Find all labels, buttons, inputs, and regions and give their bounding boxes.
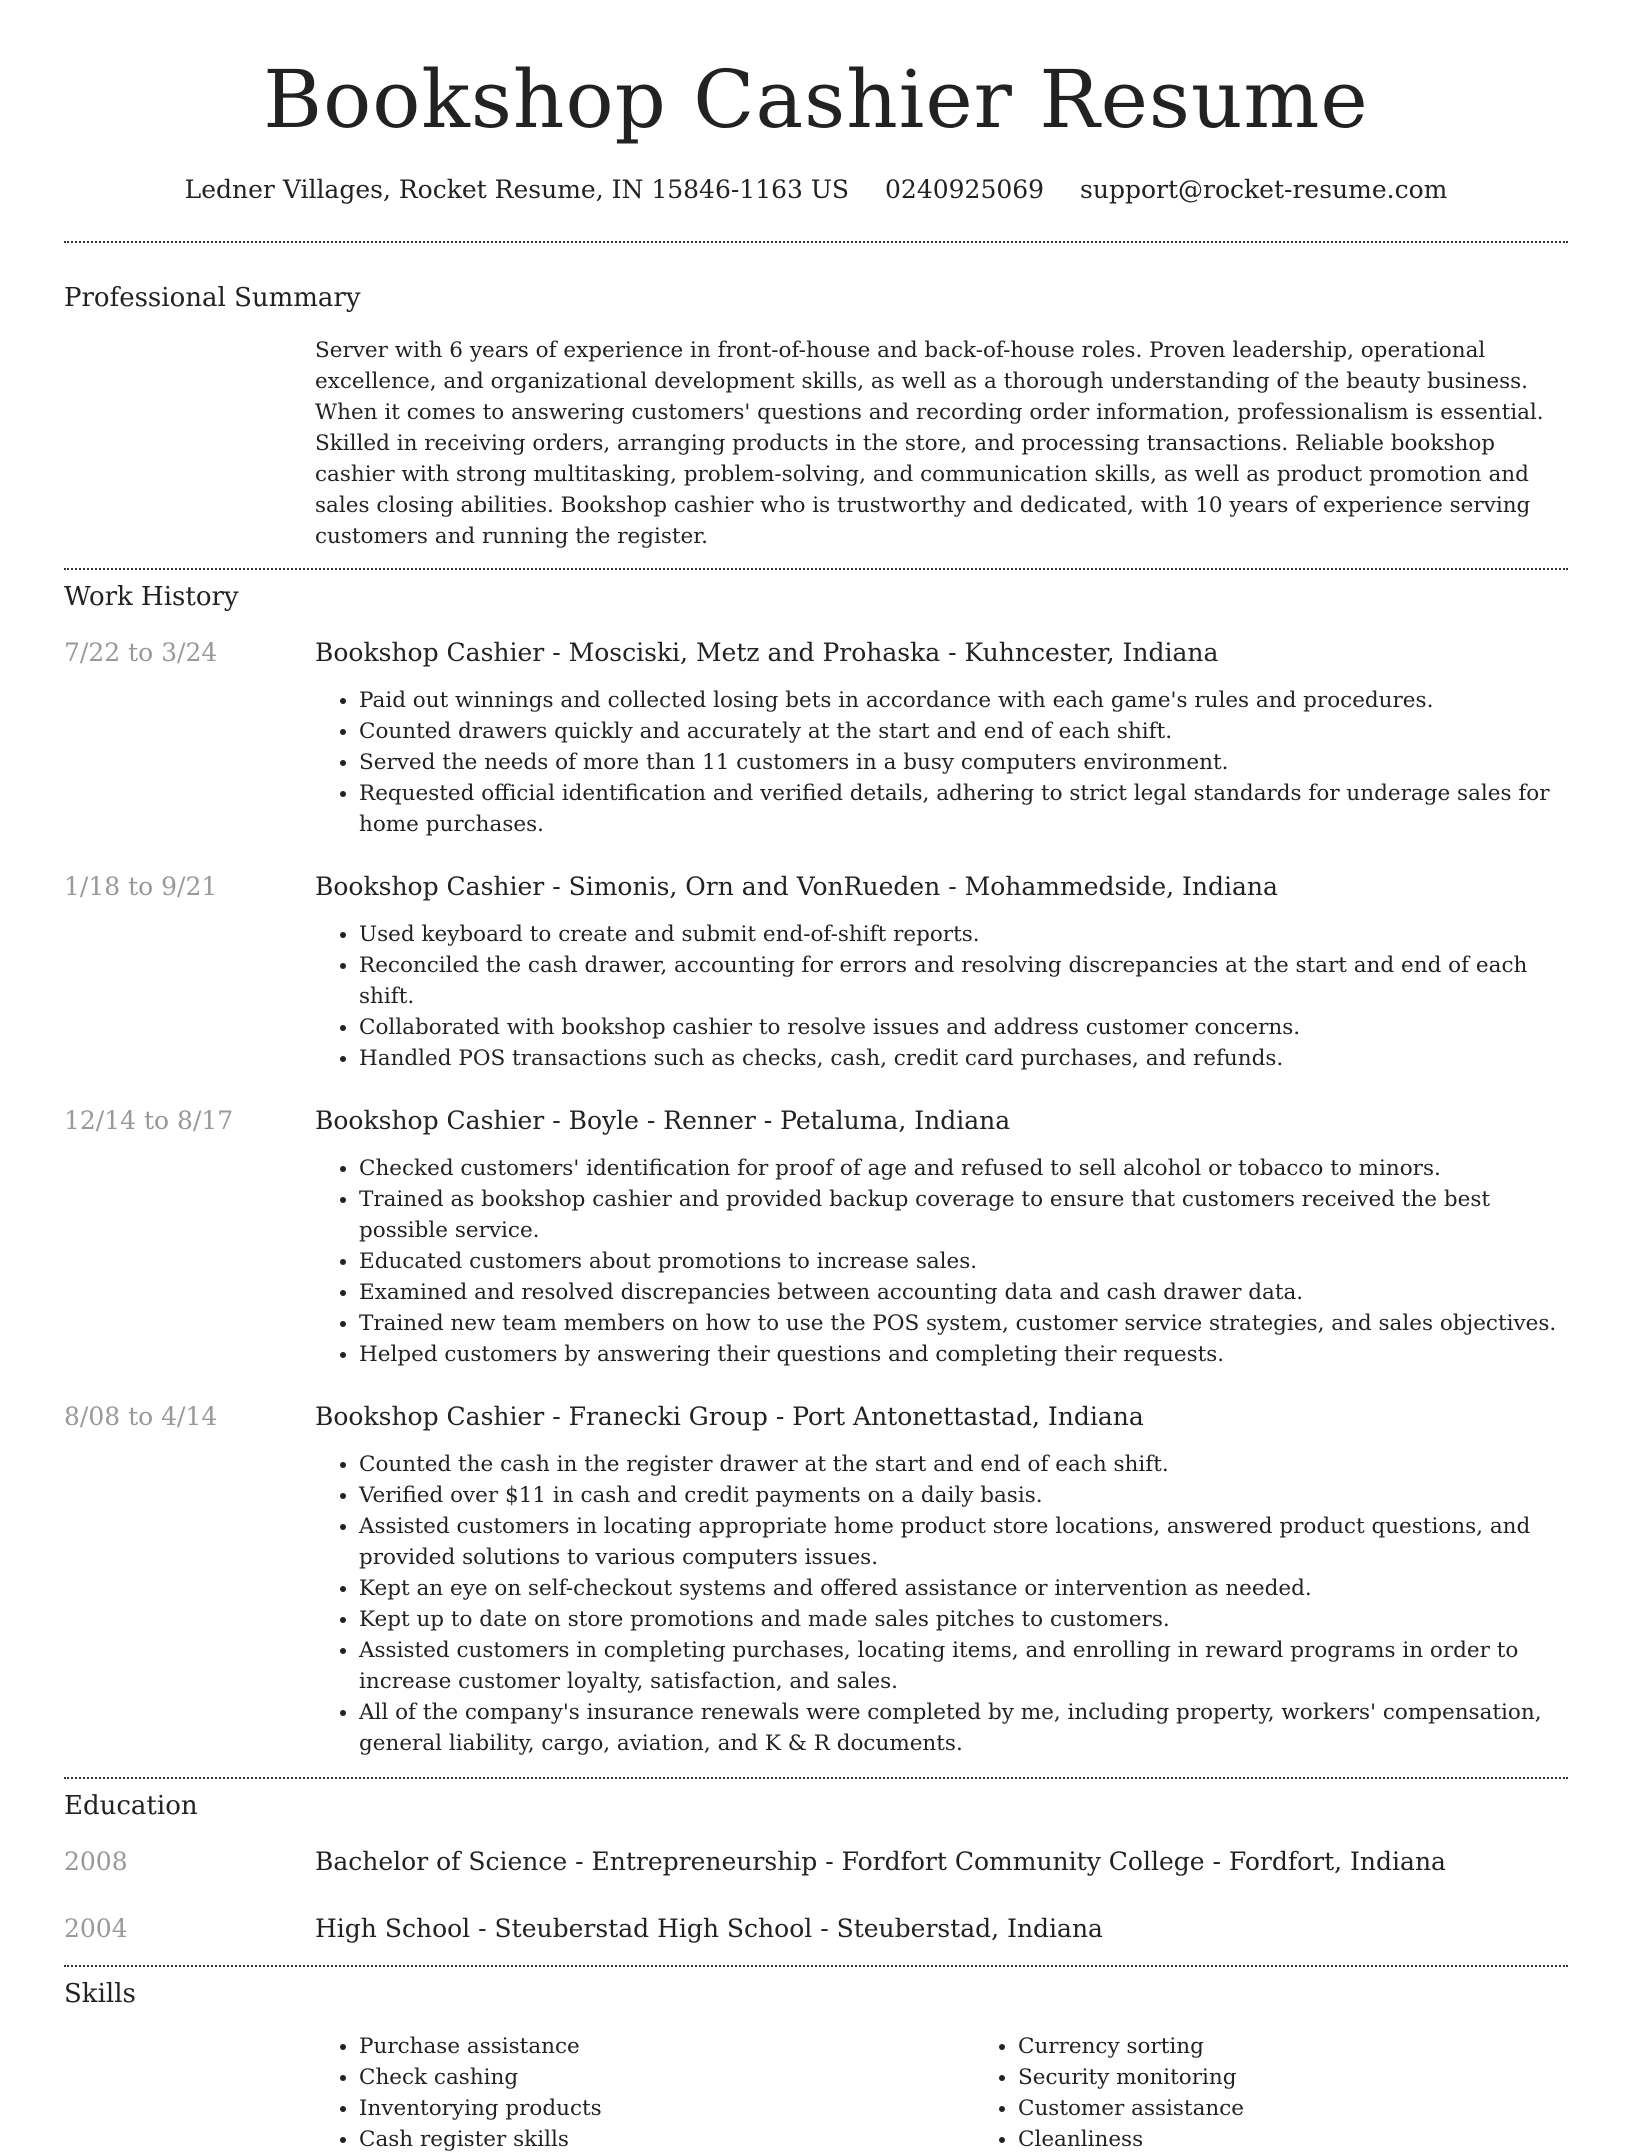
list-item: • Assisted customers in locating appropriate home product store locations, answered product questions, and provided solutions to various computers issues. [359,1511,1568,1573]
list-item: • Requested official identification and verified details, adhering to strict legal standards for underage sales for home purchases. [359,778,1568,840]
skills-section [64,2031,1568,2155]
job-dates: 8/08 to 4/14 [64,1402,218,1431]
list-item: • Kept an eye on self-checkout systems and offered assistance or intervention as needed. [359,1573,1568,1604]
job-bullets [315,1449,1568,1759]
job-title: Bookshop Cashier - Boyle - Renner - Petaluma, Indiana [315,1106,1011,1135]
skill-item: • Customer assistance [1018,2093,1632,2124]
list-item: • All of the company's insurance renewals were completed by me, including property, workers' compensation, general liability, cargo, aviation, and K & R documents. [359,1697,1568,1759]
summary-text: Server with 6 years of experience in front-of-house and back-of-house roles. Proven leadership, operational excellence, and organizational development skills, as well as a thorough understanding of the beauty business. When it comes to answering customers' questions and recording order information, professionalism is essential. Skilled in receiving orders, arranging products in the store, and processing transactions. Reliable bookshop cashier with strong multitasking, problem-solving, and communication skills, as well as product promotion and sales closing abilities. Bookshop cashier who is trustworthy and dedicated, with 10 years of experience serving customers and running the register. [315,338,1544,549]
divider [64,1965,1568,1967]
skill-item: • Currency sorting [1018,2031,1632,2062]
job-entry [64,1400,1568,1759]
skill-item: • Check cashing [359,2062,974,2093]
job-entry [64,870,1568,1074]
job-entry [64,636,1568,840]
skill-item: • Cleanliness [1018,2124,1632,2155]
job-title: Bookshop Cashier - Mosciski, Metz and Prohaska - Kuhncester, Indiana [315,638,1219,667]
education-degree: Bachelor of Science - Entrepreneurship - Fordfort Community College - Fordfort, Indiana [315,1847,1446,1876]
skill-item: • Purchase assistance [359,2031,974,2062]
list-item: • Verified over $11 in cash and credit payments on a daily basis. [359,1480,1568,1511]
list-item: • Reconciled the cash drawer, accounting for errors and resolving discrepancies at the start and end of each shift. [359,950,1568,1012]
education-year: 2004 [64,1914,128,1943]
job-bullets [315,1153,1568,1370]
skill-item: • Cash register skills [359,2124,974,2155]
list-item: • Checked customers' identification for proof of age and refused to sell alcohol or tobacco to minors. [359,1153,1568,1184]
skills-heading: Skills [64,1979,136,2009]
education-heading: Education [64,1791,198,1821]
divider [64,1777,1568,1779]
skills-list-right [974,2031,1632,2155]
list-item: • Paid out winnings and collected losing bets in accordance with each game's rules and procedures. [359,685,1568,716]
job-title: Bookshop Cashier - Franecki Group - Port Antonettastad, Indiana [315,1402,1144,1431]
summary-section [64,335,1568,552]
list-item: • Educated customers about promotions to increase sales. [359,1246,1568,1277]
job-dates: 1/18 to 9/21 [64,872,218,901]
education-entry [64,1845,1568,1879]
list-item: • Handled POS transactions such as checks, cash, credit card purchases, and refunds. [359,1043,1568,1074]
list-item: • Examined and resolved discrepancies between accounting data and cash drawer data. [359,1277,1568,1308]
skills-list-left [315,2031,974,2155]
job-dates: 7/22 to 3/24 [64,638,218,667]
list-item: • Trained new team members on how to use the POS system, customer service strategies, and sales objectives. [359,1308,1568,1339]
list-item: • Helped customers by answering their questions and completing their requests. [359,1339,1568,1370]
contact-phone: 0240925069 [885,175,1045,204]
job-dates: 12/14 to 8/17 [64,1106,234,1135]
divider [64,241,1568,243]
job-bullets [315,685,1568,840]
list-item: • Counted drawers quickly and accurately at the start and end of each shift. [359,716,1568,747]
list-item: • Served the needs of more than 11 customers in a busy computers environment. [359,747,1568,778]
list-item: • Used keyboard to create and submit end-of-shift reports. [359,919,1568,950]
contact-email: support@rocket-resume.com [1080,175,1448,204]
job-title: Bookshop Cashier - Simonis, Orn and VonRueden - Mohammedside, Indiana [315,872,1278,901]
education-degree: High School - Steuberstad High School - Steuberstad, Indiana [315,1914,1103,1943]
divider [64,568,1568,570]
list-item: • Assisted customers in completing purchases, locating items, and enrolling in reward programs in order to increase customer loyalty, satisfaction, and sales. [359,1635,1568,1697]
summary-heading: Professional Summary [64,283,361,313]
resume-page [64,0,1568,2155]
job-entry [64,1104,1568,1370]
contact-line [64,173,1568,207]
list-item: • Counted the cash in the register drawer at the start and end of each shift. [359,1449,1568,1480]
education-entry [64,1912,1568,1946]
job-bullets [315,919,1568,1074]
skill-item: • Inventorying products [359,2093,974,2124]
list-item: • Trained as bookshop cashier and provided backup coverage to ensure that customers received the best possible service. [359,1184,1568,1246]
education-year: 2008 [64,1847,128,1876]
skill-item: • Security monitoring [1018,2062,1632,2093]
work-history-heading: Work History [64,582,239,612]
list-item: • Collaborated with bookshop cashier to resolve issues and address customer concerns. [359,1012,1568,1043]
contact-address: Ledner Villages, Rocket Resume, IN 15846-1163 US [184,175,850,204]
resume-title: Bookshop Cashier Resume [263,53,1369,146]
list-item: • Kept up to date on store promotions and made sales pitches to customers. [359,1604,1568,1635]
